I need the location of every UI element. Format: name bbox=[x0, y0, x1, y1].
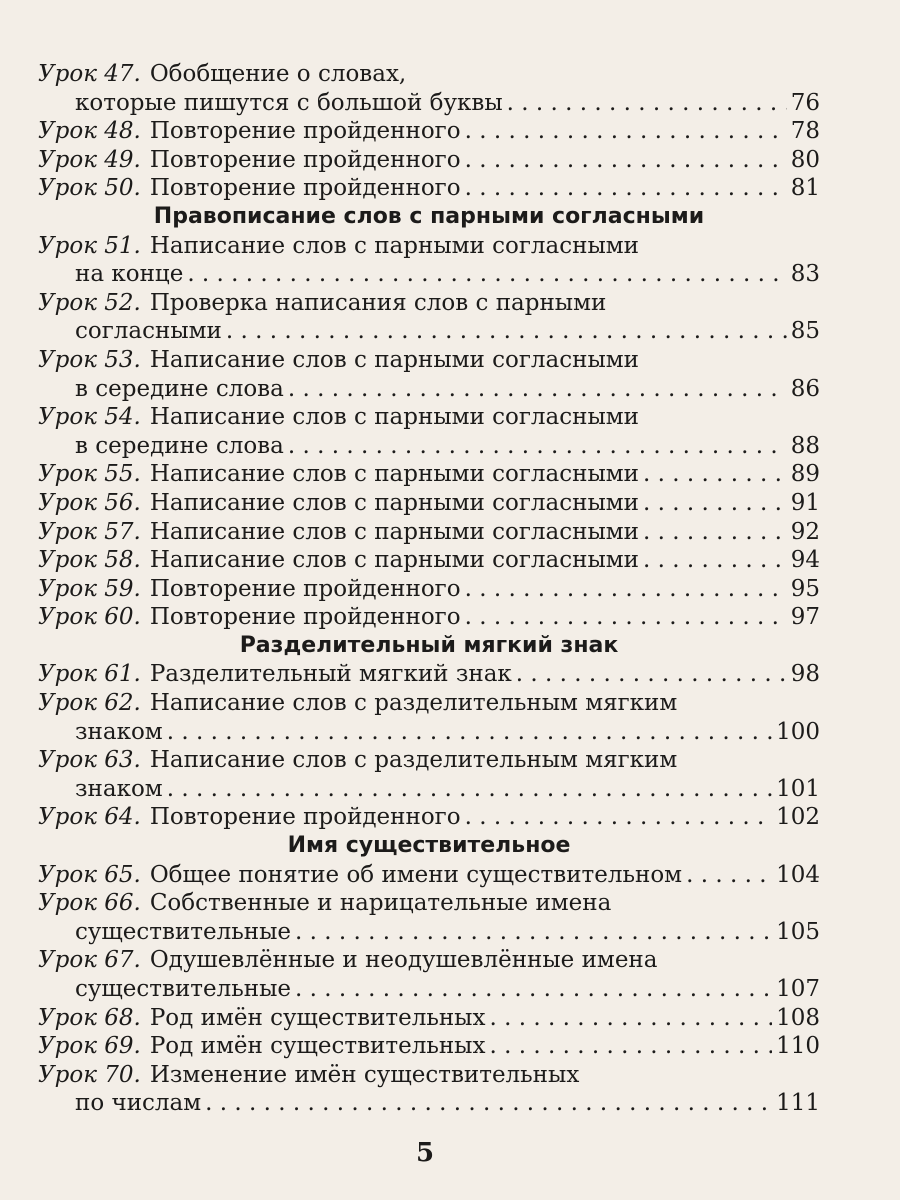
lesson-title: существительные bbox=[75, 976, 292, 1002]
toc-entry-line bbox=[38, 946, 820, 975]
toc-entry bbox=[38, 946, 820, 1003]
lesson-number: Урок 67. bbox=[38, 947, 141, 974]
dot-leader bbox=[295, 918, 772, 947]
page-ref: 80 bbox=[790, 146, 820, 173]
lesson-title: Написание слов с парными согласными bbox=[149, 346, 639, 373]
page-ref: 97 bbox=[790, 604, 820, 631]
toc-entry-line bbox=[38, 660, 820, 689]
lesson-title: согласными bbox=[75, 318, 222, 345]
toc-entry bbox=[38, 1004, 820, 1033]
toc-entry bbox=[38, 1061, 820, 1118]
page-ref: 92 bbox=[790, 518, 820, 545]
toc-entry-line bbox=[38, 889, 820, 918]
toc-entry-line bbox=[38, 60, 820, 89]
dot-leader bbox=[167, 718, 772, 747]
page-ref: 108 bbox=[776, 1004, 820, 1031]
page-ref: 81 bbox=[790, 175, 820, 202]
toc-entry bbox=[38, 232, 820, 289]
dot-leader bbox=[686, 861, 772, 890]
toc-entry bbox=[38, 346, 820, 403]
page-ref: 107 bbox=[776, 976, 820, 1002]
toc-entry-line bbox=[38, 746, 820, 775]
lesson-number: Урок 65. bbox=[38, 861, 141, 888]
page-ref: 94 bbox=[790, 547, 820, 574]
page-ref: 102 bbox=[776, 804, 820, 831]
lesson-title: Проверка написания слов с парными bbox=[149, 289, 607, 316]
lesson-title: которые пишутся с большой буквы bbox=[75, 89, 503, 116]
lesson-number: Урок 55. bbox=[38, 461, 141, 488]
toc-entry bbox=[38, 60, 820, 117]
lesson-title: Написание слов с разделительным мягким bbox=[149, 690, 678, 717]
lesson-title: на конце bbox=[75, 261, 184, 288]
section-heading: Правописание слов с парными согласными bbox=[153, 203, 705, 229]
dot-leader bbox=[489, 1032, 772, 1061]
lesson-title: Повторение пройденного bbox=[149, 146, 461, 173]
toc-entry-line bbox=[38, 89, 820, 118]
dot-leader bbox=[167, 775, 772, 804]
lesson-title: Род имён существительных bbox=[149, 1033, 486, 1060]
toc-entry-line bbox=[38, 1004, 820, 1033]
page-ref: 101 bbox=[776, 775, 820, 802]
dot-leader bbox=[643, 489, 787, 518]
lesson-title: существительные bbox=[75, 918, 292, 945]
toc-entry-line bbox=[38, 489, 820, 518]
toc-entry bbox=[38, 1032, 820, 1061]
dot-leader bbox=[465, 117, 787, 146]
lesson-number: Урок 61. bbox=[38, 661, 141, 688]
lesson-title: Написание слов с парными согласными bbox=[149, 232, 639, 259]
lesson-number: Урок 54. bbox=[38, 404, 141, 431]
toc-entry bbox=[38, 746, 820, 803]
page-ref: 104 bbox=[776, 861, 820, 888]
toc-entry-line bbox=[38, 289, 820, 318]
lesson-title: в середине слова bbox=[75, 375, 284, 402]
lesson-title: Одушевлённые и неодушевлённые имена bbox=[149, 947, 658, 974]
lesson-title: Написание слов с парными согласными bbox=[149, 461, 639, 488]
dot-leader bbox=[465, 146, 787, 175]
toc-entry-line bbox=[38, 803, 820, 832]
toc-entry-line bbox=[38, 689, 820, 718]
lesson-title: Написание слов с парными согласными bbox=[149, 547, 639, 574]
lesson-number: Урок 63. bbox=[38, 747, 141, 774]
lesson-number: Урок 70. bbox=[38, 1061, 141, 1088]
toc-entry-line bbox=[38, 1061, 820, 1090]
toc-entry bbox=[38, 489, 820, 518]
lesson-title: Изменение имён существительных bbox=[149, 1061, 580, 1088]
page-ref: 78 bbox=[790, 118, 820, 145]
page-ref: 95 bbox=[790, 575, 820, 602]
toc-entry-line bbox=[38, 775, 820, 804]
toc-entry-line bbox=[38, 603, 820, 632]
lesson-number: Урок 50. bbox=[38, 175, 141, 202]
toc-entry-line bbox=[38, 346, 820, 375]
toc-entry-line bbox=[38, 718, 820, 747]
page-number: 5 bbox=[415, 1138, 435, 1168]
lesson-number: Урок 68. bbox=[38, 1004, 141, 1031]
toc-entry bbox=[38, 803, 820, 832]
lesson-title: Собственные и нарицательные имена bbox=[149, 890, 612, 917]
dot-leader bbox=[507, 89, 787, 118]
lesson-number: Урок 66. bbox=[38, 890, 141, 917]
lesson-title: Повторение пройденного bbox=[149, 175, 461, 202]
page-ref: 88 bbox=[790, 432, 820, 459]
toc-entry bbox=[38, 660, 820, 689]
page-ref: 89 bbox=[790, 461, 820, 488]
lesson-title: Общее понятие об имени существительном bbox=[149, 861, 683, 888]
dot-leader bbox=[516, 660, 787, 689]
dot-leader bbox=[465, 174, 787, 203]
toc-entry bbox=[38, 146, 820, 175]
toc-entry-line bbox=[38, 975, 820, 1004]
page-ref: 105 bbox=[776, 918, 820, 945]
lesson-number: Урок 53. bbox=[38, 346, 141, 373]
lesson-title: Написание слов с разделительным мягким bbox=[149, 747, 678, 774]
toc-entry-line bbox=[38, 518, 820, 547]
lesson-title: Разделительный мягкий знак bbox=[149, 661, 512, 688]
lesson-number: Урок 48. bbox=[38, 118, 141, 145]
page-ref: 76 bbox=[790, 89, 820, 116]
toc-entry bbox=[38, 460, 820, 489]
toc-entry bbox=[38, 889, 820, 946]
lesson-title: Повторение пройденного bbox=[149, 604, 461, 631]
toc-entry-line bbox=[38, 1089, 820, 1118]
lesson-number: Урок 52. bbox=[38, 289, 141, 316]
lesson-title: Обобщение о словах, bbox=[149, 61, 407, 87]
toc-entry-line bbox=[38, 260, 820, 289]
toc-entry-line bbox=[38, 117, 820, 146]
section-heading: Имя существительное bbox=[287, 833, 571, 859]
toc-entry bbox=[38, 117, 820, 146]
toc-entry-line bbox=[38, 460, 820, 489]
lesson-title: Род имён существительных bbox=[149, 1004, 486, 1031]
dot-leader bbox=[295, 975, 772, 1004]
dot-leader bbox=[489, 1004, 772, 1033]
page-ref: 110 bbox=[776, 1033, 820, 1060]
dot-leader bbox=[288, 375, 787, 404]
lesson-title: Написание слов с парными согласными bbox=[149, 489, 639, 516]
lesson-number: Урок 57. bbox=[38, 518, 141, 545]
toc-entry bbox=[38, 403, 820, 460]
toc-entry-line bbox=[38, 174, 820, 203]
toc-entry bbox=[38, 546, 820, 575]
lesson-number: Урок 56. bbox=[38, 489, 141, 516]
lesson-number: Урок 59. bbox=[38, 575, 141, 602]
lesson-title: Написание слов с парными согласными bbox=[149, 518, 639, 545]
dot-leader bbox=[465, 575, 787, 604]
lesson-number: Урок 58. bbox=[38, 547, 141, 574]
page-ref: 111 bbox=[776, 1090, 820, 1117]
table-of-contents bbox=[38, 60, 820, 1118]
lesson-number: Урок 49. bbox=[38, 146, 141, 173]
lesson-title: по числам bbox=[75, 1090, 202, 1117]
toc-entry-line bbox=[38, 317, 820, 346]
toc-entry bbox=[38, 289, 820, 346]
lesson-title: Повторение пройденного bbox=[149, 118, 461, 145]
page-ref: 100 bbox=[776, 718, 820, 745]
toc-entry bbox=[38, 861, 820, 890]
dot-leader bbox=[205, 1089, 772, 1118]
dot-leader bbox=[187, 260, 786, 289]
lesson-title: Повторение пройденного bbox=[149, 804, 461, 831]
lesson-title: Написание слов с парными согласными bbox=[149, 404, 639, 431]
toc-entry-line bbox=[38, 146, 820, 175]
lesson-number: Урок 47. bbox=[38, 61, 141, 87]
lesson-number: Урок 64. bbox=[38, 804, 141, 831]
lesson-number: Урок 51. bbox=[38, 232, 141, 259]
lesson-title: знаком bbox=[75, 718, 163, 745]
toc-entry-line bbox=[38, 432, 820, 461]
toc-entry-line bbox=[38, 546, 820, 575]
dot-leader bbox=[288, 432, 787, 461]
lesson-title: в середине слова bbox=[75, 432, 284, 459]
dot-leader bbox=[465, 603, 787, 632]
lesson-title: знаком bbox=[75, 775, 163, 802]
page-ref: 85 bbox=[790, 318, 820, 345]
toc-entry bbox=[38, 603, 820, 632]
toc-entry-line bbox=[38, 861, 820, 890]
lesson-number: Урок 62. bbox=[38, 690, 141, 717]
toc-entry bbox=[38, 575, 820, 604]
toc-entry bbox=[38, 518, 820, 547]
toc-entry-line bbox=[38, 375, 820, 404]
toc-entry-line bbox=[38, 232, 820, 261]
toc-entry bbox=[38, 689, 820, 746]
toc-entry-line bbox=[38, 575, 820, 604]
lesson-number: Урок 60. bbox=[38, 604, 141, 631]
page-ref: 98 bbox=[790, 661, 820, 688]
page-ref: 83 bbox=[790, 261, 820, 288]
dot-leader bbox=[465, 803, 773, 832]
toc-entry-line bbox=[38, 1032, 820, 1061]
lesson-number: Урок 69. bbox=[38, 1033, 141, 1060]
page-ref: 86 bbox=[790, 375, 820, 402]
toc-entry bbox=[38, 174, 820, 203]
page-ref: 91 bbox=[790, 489, 820, 516]
dot-leader bbox=[643, 460, 787, 489]
dot-leader bbox=[226, 317, 787, 346]
dot-leader bbox=[643, 546, 787, 575]
section-heading: Разделительный мягкий знак bbox=[239, 632, 619, 658]
toc-entry-line bbox=[38, 918, 820, 947]
lesson-title: Повторение пройденного bbox=[149, 575, 461, 602]
dot-leader bbox=[643, 518, 787, 547]
toc-entry-line bbox=[38, 403, 820, 432]
